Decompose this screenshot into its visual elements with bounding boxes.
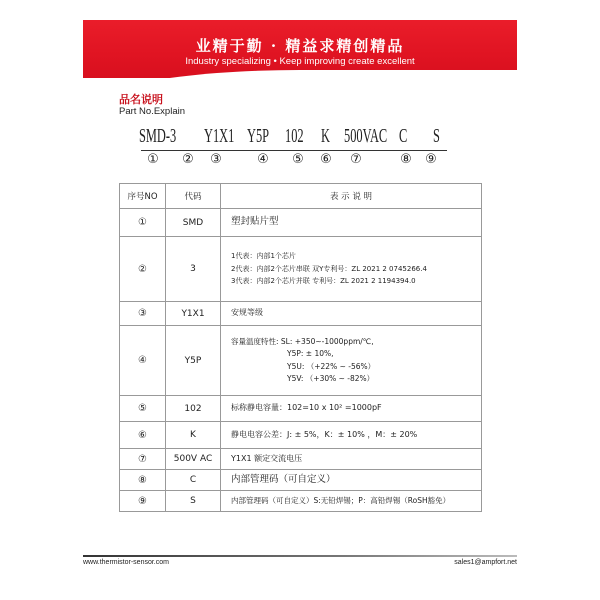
- table-row: [120, 470, 482, 491]
- header-code: 代码: [166, 184, 221, 209]
- row-code: SMD: [166, 209, 221, 237]
- marker-6: ⑥: [320, 152, 332, 167]
- header-no: 序号NO: [120, 184, 166, 209]
- part-code-underline: [141, 150, 447, 151]
- header-description: 表 示 说 明: [221, 184, 482, 209]
- description-line: 2代表：内部2个芯片串联 双Y专利号：ZL 2021 2 0745266.4: [231, 264, 427, 273]
- table-row: [120, 326, 482, 396]
- document-page: [83, 20, 517, 586]
- description-line: 内部管理码（可自定义）S:无铅焊锡；P：高铅焊锡（RoSH豁免）: [231, 495, 451, 505]
- table-row: [120, 237, 482, 302]
- row-code: Y1X1: [166, 302, 221, 326]
- row-code: 500V AC: [166, 449, 221, 470]
- description-line: Y1X1 额定交流电压: [231, 453, 303, 463]
- part-code-segment-2: Y1X1: [204, 125, 235, 147]
- section-title-en: Part No.Explain: [119, 106, 186, 117]
- row-number: ⑦: [120, 449, 166, 470]
- part-code-segment-7: C: [399, 125, 408, 147]
- table-row: [120, 209, 482, 237]
- description-line: 内部管理码（可自定义）: [231, 473, 336, 485]
- description-line: Y5P: ± 10%,: [287, 349, 334, 358]
- footer-email: sales1@ampfort.net: [454, 559, 517, 566]
- marker-1: ①: [147, 152, 159, 167]
- part-code-segment-3: Y5P: [247, 125, 270, 147]
- row-number: ⑧: [120, 470, 166, 491]
- marker-9: ⑨: [425, 152, 437, 167]
- row-description: [221, 491, 482, 512]
- description-line: 3代表：内部2个芯片并联 专利号：ZL 2021 2 1194394.0: [231, 277, 416, 286]
- part-code-segment-8: S: [433, 125, 440, 147]
- row-number: ⑤: [120, 396, 166, 422]
- row-code: Y5P: [166, 326, 221, 396]
- part-code-row: [129, 125, 509, 151]
- row-code: K: [166, 422, 221, 449]
- description-line: 容量温度特性: SL: +350~-1000ppm/℃,: [231, 336, 374, 346]
- marker-7: ⑦: [350, 152, 362, 167]
- footer-website: www.thermistor-sensor.com: [83, 559, 169, 566]
- description-line: 静电电容公差：J: ± 5%，K：± 10% ，M：± 20%: [231, 429, 418, 439]
- table-row: [120, 302, 482, 326]
- row-description: [221, 449, 482, 470]
- description-line: 标称静电容量：102=10 x 10² =1000pF: [231, 403, 382, 413]
- row-number: ④: [120, 326, 166, 396]
- table-row: [120, 396, 482, 422]
- row-description: [221, 209, 482, 237]
- row-number: ③: [120, 302, 166, 326]
- marker-2: ②: [182, 152, 194, 167]
- table-header-row: [120, 184, 482, 209]
- part-code-segment-6: 500VAC: [344, 125, 388, 147]
- description-line: Y5V: （+30% ~ -82%）: [287, 374, 375, 383]
- part-code-segment-4: 102: [285, 125, 304, 147]
- marker-8: ⑧: [400, 152, 412, 167]
- marker-5: ⑤: [292, 152, 304, 167]
- row-description: [221, 237, 482, 302]
- description-line: 安规等级: [231, 308, 263, 318]
- row-code: S: [166, 491, 221, 512]
- row-code: 102: [166, 396, 221, 422]
- row-number: ②: [120, 237, 166, 302]
- part-code-segment-5: K: [321, 125, 330, 147]
- row-code: C: [166, 470, 221, 491]
- table-row: [120, 491, 482, 512]
- row-description: [221, 422, 482, 449]
- section-title-cn: 品名说明: [119, 93, 163, 106]
- description-line: 1代表：内部1个芯片: [231, 252, 296, 261]
- description-line: 塑封贴片型: [231, 216, 279, 228]
- footer-divider: [83, 555, 517, 557]
- row-description: [221, 470, 482, 491]
- table-row: [120, 449, 482, 470]
- marker-3: ③: [210, 152, 222, 167]
- part-code-segment-1: SMD-3: [139, 125, 177, 147]
- row-description: [221, 326, 482, 396]
- banner-slogan-en: Industry specializing • Keep improving create excellent: [185, 56, 415, 67]
- row-number: ①: [120, 209, 166, 237]
- row-code: 3: [166, 237, 221, 302]
- row-description: [221, 302, 482, 326]
- row-number: ⑥: [120, 422, 166, 449]
- marker-4: ④: [257, 152, 269, 167]
- description-line: Y5U: （+22% ~ -56%）: [287, 361, 376, 371]
- row-number: ⑨: [120, 491, 166, 512]
- banner-slogan-cn: 业精于勤 · 精益求精创精品: [195, 37, 405, 55]
- row-description: [221, 396, 482, 422]
- part-number-table: [119, 183, 482, 512]
- table-row: [120, 422, 482, 449]
